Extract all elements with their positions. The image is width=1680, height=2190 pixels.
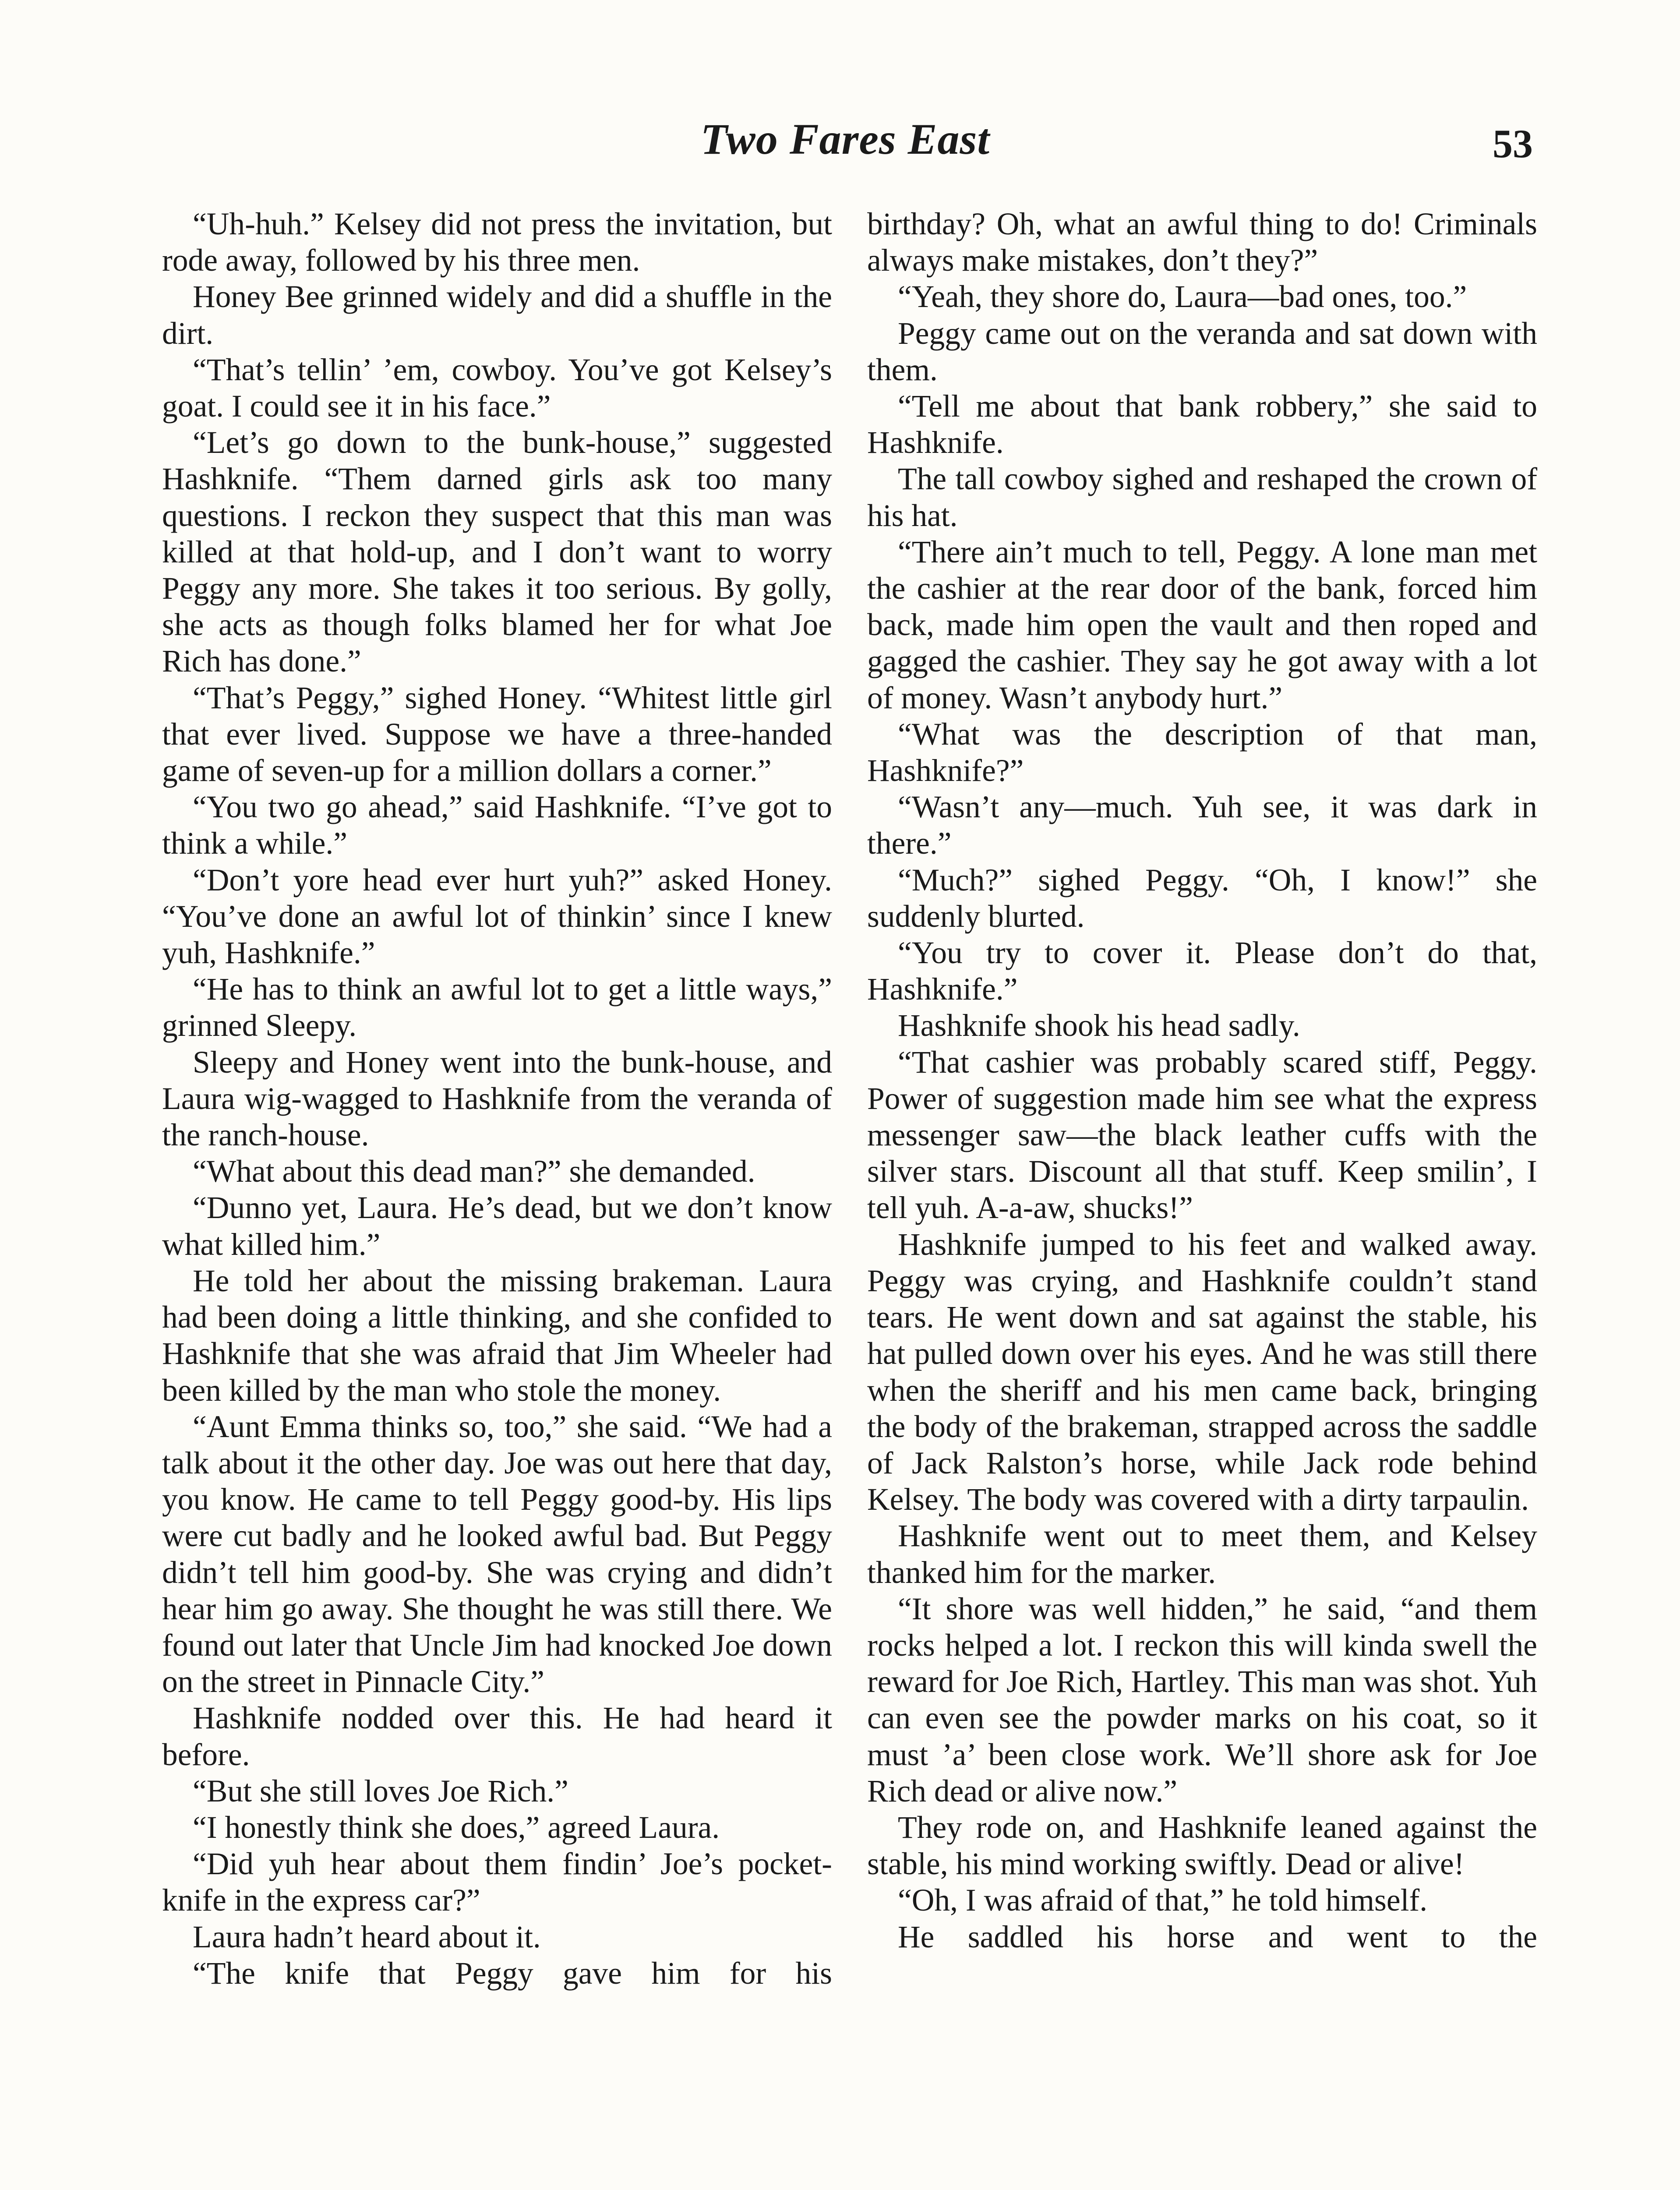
paragraph: “Yeah, they shore do, Laura—bad ones, too.”: [898, 279, 1467, 314]
paragraph: Peggy came out on the veranda and sat down with them.: [867, 316, 1537, 387]
text-column-left: [162, 206, 832, 1992]
paragraph: “That cashier was probably scared stiff, Peggy. Power of suggestion made him see what the express messenger saw—the black leather cuffs with the silver stars. Discount all that stuff. Keep smilin’, I tell yuh. A-a-aw, shucks!”: [867, 1045, 1537, 1226]
paragraph: Hashknife jumped to his feet and walked away. Peggy was crying, and Hashknife couldn’t stand tears. He went down and sat against the stable, his hat pulled down over his eyes. And he was still there when the sheriff and his men came back, bringing the body of the brakeman, strapped across the saddle of Jack Ralston’s horse, while Jack rode behind Kelsey. The body was covered with a dirty tarpaulin.: [867, 1227, 1537, 1517]
paragraph: The tall cowboy sighed and reshaped the crown of his hat.: [867, 462, 1537, 533]
paragraph: “Dunno yet, Laura. He’s dead, but we don’t know what killed him.”: [162, 1190, 832, 1262]
paragraph: “Did yuh hear about them findin’ Joe’s pocket-knife in the express car?”: [162, 1847, 832, 1918]
paragraph: “You two go ahead,” said Hashknife. “I’ve got to think a while.”: [162, 790, 832, 861]
running-title: Two Fares East: [700, 115, 990, 163]
paragraph: “There ain’t much to tell, Peggy. A lone man met the cashier at the rear door of the bank, forced him back, made him open the vault and then roped and gagged the cashier. They say he got away with a lot of money. Wasn’t anybody hurt.”: [867, 534, 1537, 715]
paragraph-continues: He saddled his horse and went to the: [898, 1919, 1537, 1954]
paragraph: “Much?” sighed Peggy. “Oh, I know!” she suddenly blurted.: [867, 862, 1537, 934]
paragraph: “That’s Peggy,” sighed Honey. “Whitest little girl that ever lived. Suppose we have a three-handed game of seven-up for a million dollars a corner.”: [162, 680, 832, 788]
paragraph: Hashknife nodded over this. He had heard it before.: [162, 1701, 832, 1772]
page-header: [158, 110, 1533, 197]
paragraph: “It shore was well hidden,” he said, “and them rocks helped a lot. I reckon this will kinda swell the reward for Joe Rich, Hartley. This man was shot. Yuh can even see the powder marks on his coat, so it must ’a’ been close work. We’ll shore ask for Joe Rich dead or alive now.”: [867, 1591, 1537, 1809]
paragraph: They rode on, and Hashknife leaned against the stable, his mind working swiftly. Dead or alive!: [867, 1810, 1537, 1882]
paragraph-continues: “The knife that Peggy gave him for his: [193, 1956, 832, 1991]
paragraph: “He has to think an awful lot to get a little ways,” grinned Sleepy.: [162, 972, 832, 1043]
text-column-right: [867, 206, 1537, 1955]
paragraph: Hashknife shook his head sadly.: [898, 1008, 1300, 1043]
paragraph: “Let’s go down to the bunk-house,” suggested Hashknife. “Them darned girls ask too many questions. I reckon they suspect that this man was killed at that hold-up, and I don’t want to worry Peggy any more. She takes it too serious. By golly, she acts as though folks blamed her for what Joe Rich has done.”: [162, 425, 832, 679]
paragraph: Sleepy and Honey went into the bunk-house, and Laura wig-wagged to Hashknife from the veranda of the ranch-house.: [162, 1045, 832, 1153]
paragraph: “What about this dead man?” she demanded.: [193, 1154, 755, 1189]
paragraph: “But she still loves Joe Rich.”: [193, 1773, 568, 1809]
paragraph: “Wasn’t any—much. Yuh see, it was dark in there.”: [867, 790, 1537, 861]
paragraph: Honey Bee grinned widely and did a shuffle in the dirt.: [162, 279, 832, 351]
page-number: 53: [1493, 121, 1533, 166]
paragraph-continued: birthday? Oh, what an awful thing to do! Criminals always make mistakes, don’t they?”: [867, 207, 1537, 278]
paragraph: He told her about the missing brakeman. Laura had been doing a little thinking, and she confided to Hashknife that she was afraid that Jim Wheeler had been killed by the man who stole the money.: [162, 1263, 832, 1408]
paragraph: “Oh, I was afraid of that,” he told himself.: [898, 1883, 1428, 1918]
paragraph: “Tell me about that bank robbery,” she said to Hashknife.: [867, 389, 1537, 460]
paragraph: “I honestly think she does,” agreed Laura.: [193, 1810, 720, 1845]
paragraph: “That’s tellin’ ’em, cowboy. You’ve got Kelsey’s goat. I could see it in his face.”: [162, 352, 832, 424]
paragraph: “Uh-huh.” Kelsey did not press the invitation, but rode away, followed by his three men.: [162, 207, 832, 278]
paragraph: “You try to cover it. Please don’t do that, Hashknife.”: [867, 936, 1537, 1007]
paragraph: Hashknife went out to meet them, and Kelsey thanked him for the marker.: [867, 1519, 1537, 1590]
paragraph: “Don’t yore head ever hurt yuh?” asked Honey. “You’ve done an awful lot of thinkin’ since I knew yuh, Hashknife.”: [162, 862, 832, 971]
paragraph: “Aunt Emma thinks so, too,” she said. “We had a talk about it the other day. Joe was out here that day, you know. He came to tell Peggy good-by. His lips were cut badly and he looked awful bad. But Peggy didn’t tell him good-by. She was crying and didn’t hear him go away. She thought he was still there. We found out later that Uncle Jim had knocked Joe down on the street in Pinnacle City.”: [162, 1409, 832, 1699]
paragraph: Laura hadn’t heard about it.: [193, 1919, 541, 1954]
paragraph: “What was the description of that man, Hashknife?”: [867, 717, 1537, 788]
